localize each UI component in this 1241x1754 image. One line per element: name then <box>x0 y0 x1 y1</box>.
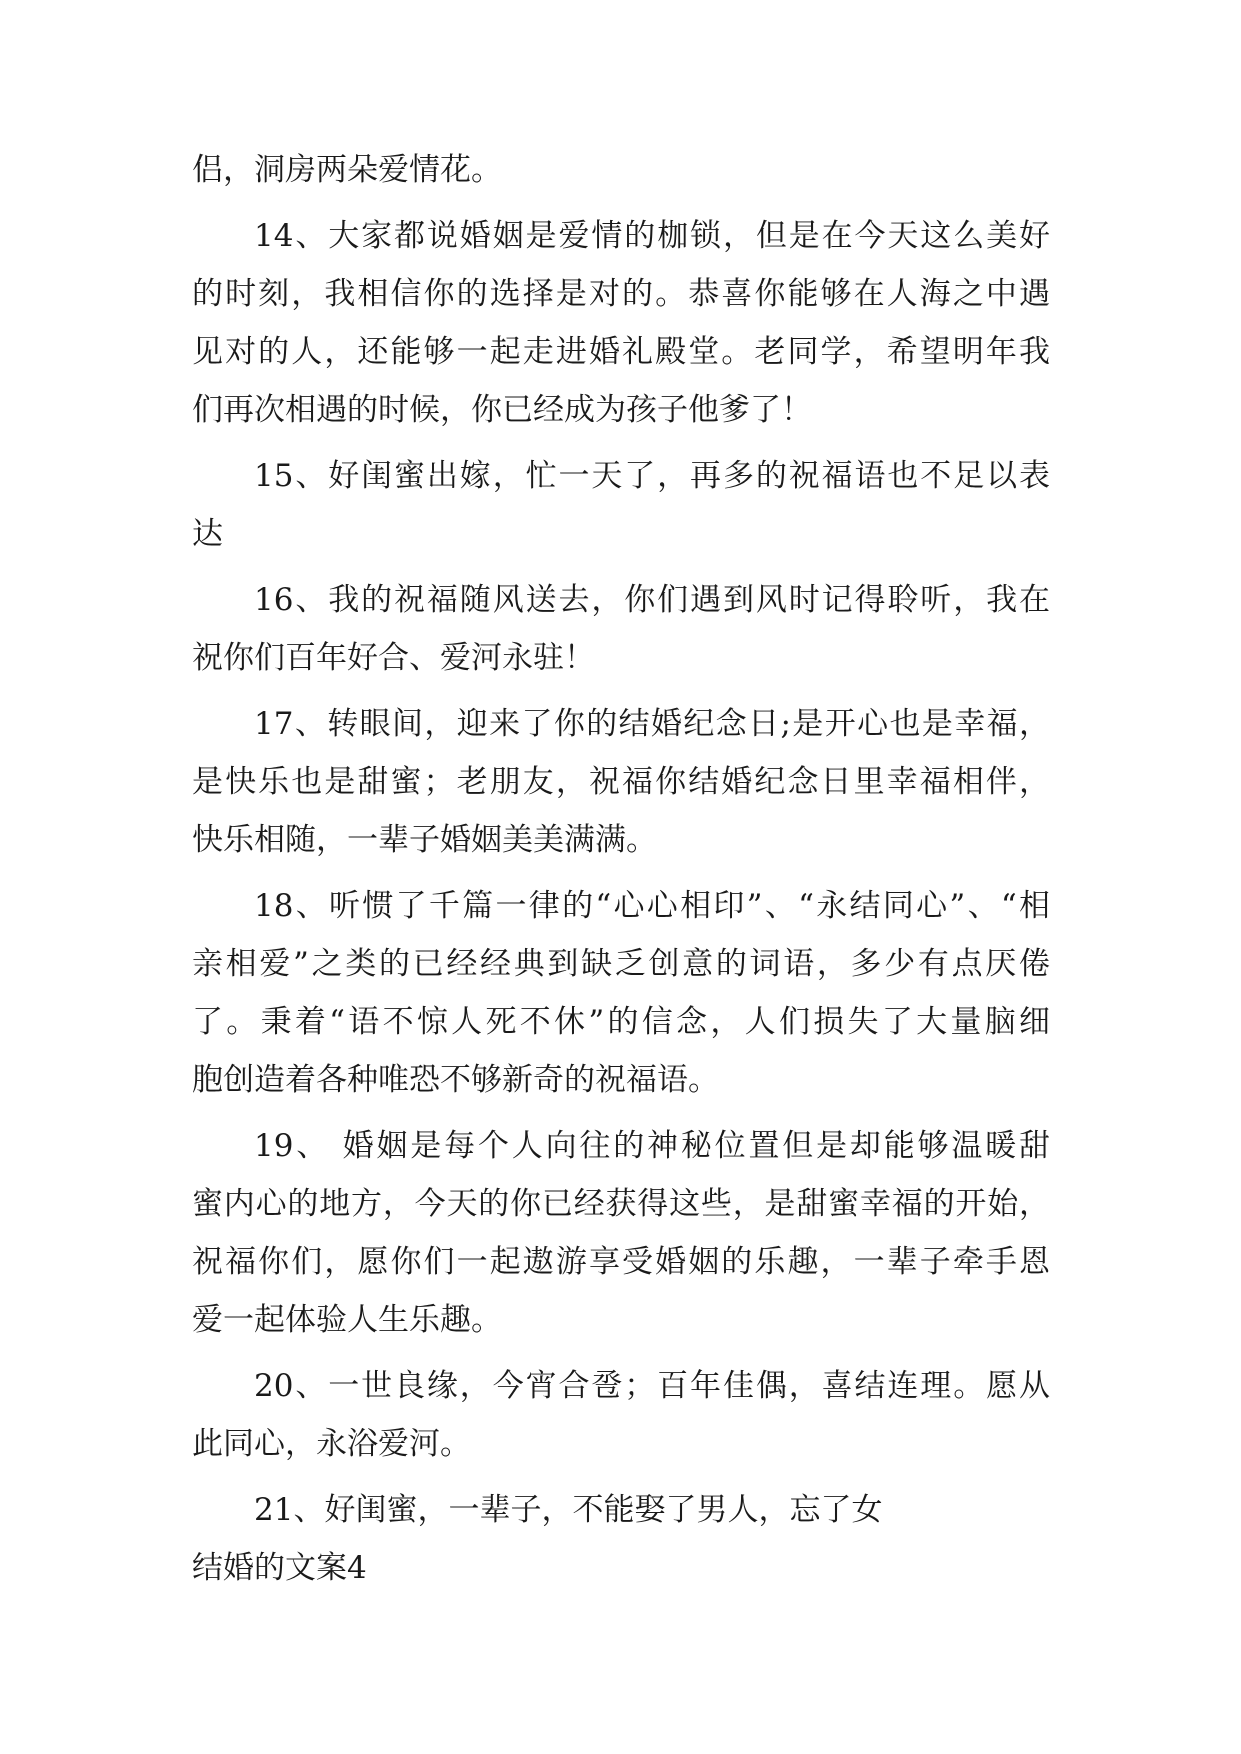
paragraph-20-line: 20、一世良缘，今宵合卺；百年佳偶，喜结连理。愿从 <box>254 1368 1050 1404</box>
paragraph-15-line: 15、好闺蜜出嫁，忙一天了，再多的祝福语也不足以表 <box>254 458 1050 494</box>
paragraph-14-line: 14、大家都说婚姻是爱情的枷锁，但是在今天这么美好 <box>254 218 1050 254</box>
text-line: 达 <box>192 516 223 552</box>
text-line: 快乐相随，一辈子婚姻美美满满。 <box>192 822 657 858</box>
text-line: 的时刻，我相信你的选择是对的。恭喜你能够在人海之中遇 <box>192 276 1050 312</box>
paragraph-18-line: 18、听惯了千篇一律的“心心相印”、“永结同心”、“相 <box>254 888 1050 924</box>
paragraph-17-line: 17、转眼间，迎来了你的结婚纪念日;是开心也是幸福， <box>254 706 1050 742</box>
text-line: 此同心，永浴爱河。 <box>192 1426 471 1462</box>
text-line: 了。秉着“语不惊人死不休”的信念，人们损失了大量脑细 <box>192 1004 1050 1040</box>
text-line: 祝福你们，愿你们一起遨游享受婚姻的乐趣，一辈子牵手恩 <box>192 1244 1050 1280</box>
text-line: 胞创造着各种唯恐不够新奇的祝福语。 <box>192 1062 719 1098</box>
paragraph-16-line: 16、我的祝福随风送去，你们遇到风时记得聆听，我在 <box>254 582 1050 618</box>
paragraph-21-line: 21、好闺蜜，一辈子，不能娶了男人，忘了女 <box>254 1492 883 1528</box>
section-heading: 结婚的文案4 <box>192 1550 367 1586</box>
text-line: 们再次相遇的时候，你已经成为孩子他爹了！ <box>192 392 812 428</box>
text-line: 侣，洞房两朵爱情花。 <box>192 152 502 188</box>
text-line: 是快乐也是甜蜜；老朋友，祝福你结婚纪念日里幸福相伴， <box>192 764 1050 800</box>
text-line: 蜜内心的地方，今天的你已经获得这些，是甜蜜幸福的开始， <box>192 1186 1050 1222</box>
text-line: 见对的人，还能够一起走进婚礼殿堂。老同学，希望明年我 <box>192 334 1050 370</box>
text-line: 爱一起体验人生乐趣。 <box>192 1302 502 1338</box>
text-line: 亲相爱”之类的已经经典到缺乏创意的词语，多少有点厌倦 <box>192 946 1050 982</box>
paragraph-19-line: 19、 婚姻是每个人向往的神秘位置但是却能够温暖甜 <box>254 1128 1050 1164</box>
text-line: 祝你们百年好合、爱河永驻！ <box>192 640 595 676</box>
